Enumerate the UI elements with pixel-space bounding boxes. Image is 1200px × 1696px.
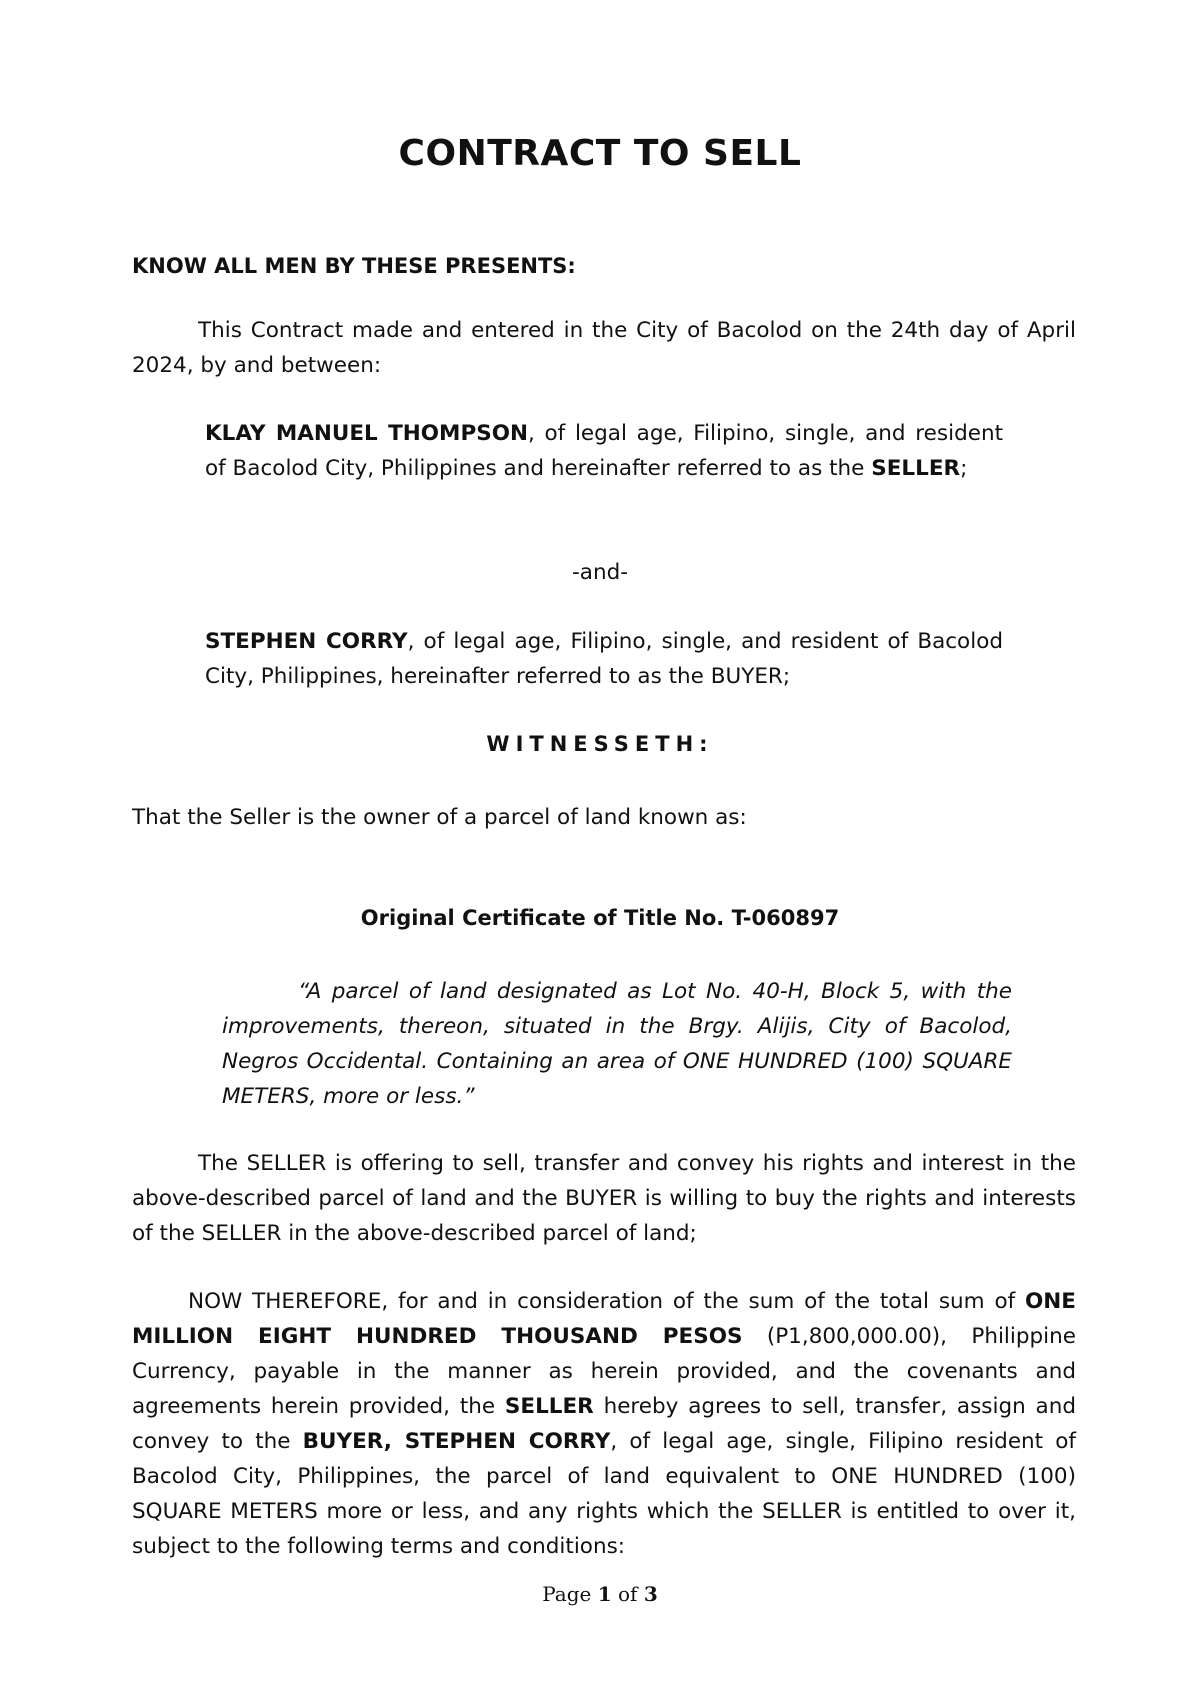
preamble-heading: KNOW ALL MEN BY THESE PRESENTS:: [132, 254, 576, 278]
document-title: CONTRACT TO SELL: [398, 133, 802, 174]
owner-statement: That the Seller is the owner of a parcel of land known as:: [132, 805, 747, 830]
seller-terminator: ;: [960, 456, 968, 481]
now-therefore-text-2: (P1,800,000.00), Philippine Currency, payable in the manner as herein provided, and the covenants and agreements herein provided, the: [132, 1324, 1076, 1419]
now-therefore-seller: SELLER: [504, 1394, 594, 1419]
seller-party-paragraph: [205, 416, 1003, 486]
seller-description: , of legal age, Filipino, single, and resident of Bacolod City, Philippines and hereinafter referred to as the: [205, 421, 1004, 481]
page-number-footer: [0, 1580, 1200, 1608]
of-label: of: [618, 1582, 638, 1606]
witnesseth-heading: WITNESSETH:: [486, 732, 714, 756]
offer-paragraph: The SELLER is offering to sell, transfer and convey his rights and interest in the above-described parcel of land and the BUYER is willing to buy the rights and interests of the SELLER in the above-described parcel of land;: [132, 1151, 1076, 1246]
party-separator: -and-: [572, 560, 628, 585]
seller-name: KLAY MANUEL THOMPSON: [205, 421, 528, 446]
certificate-title: Original Certificate of Title No. T-060897: [360, 906, 840, 930]
current-page-number: 1: [597, 1582, 612, 1606]
parcel-description: “A parcel of land designated as Lot No. 40-H, Block 5, with the improvements, thereon, situated in the Brgy. Alijis, City of Bacolod, Negros Occidental. Containing an area of ONE HUNDRED (100) SQUARE METERS, more or less.”: [222, 979, 1012, 1109]
buyer-party-paragraph: [205, 624, 1003, 694]
now-therefore-text-1: NOW THEREFORE, for and in consideration of the sum of the total sum of: [188, 1289, 1026, 1314]
amount-in-words: ONE MILLION EIGHT HUNDRED THOUSAND PESOS: [132, 1289, 1076, 1349]
now-therefore-text-4: , of legal age, single, Filipino resident of Bacolod City, Philippines, the parcel of land equivalent to ONE HUNDRED (100) SQUARE METERS more or less, and any rights which the SELLER is entitled to over it, subject to the following terms and conditions:: [132, 1429, 1077, 1559]
now-therefore-text-3: hereby agrees to sell, transfer, assign and convey to the: [132, 1394, 1076, 1454]
seller-role: SELLER: [871, 456, 961, 481]
now-therefore-buyer: BUYER, STEPHEN CORRY: [302, 1429, 611, 1454]
now-therefore-paragraph: [132, 1284, 1076, 1564]
total-pages-number: 3: [643, 1582, 658, 1606]
page-label: Page: [542, 1582, 592, 1606]
buyer-name: STEPHEN CORRY: [205, 629, 408, 654]
intro-paragraph: This Contract made and entered in the City of Bacolod on the 24th day of April 2024, by and between:: [132, 318, 1076, 378]
buyer-description: , of legal age, Filipino, single, and resident of Bacolod City, Philippines, hereinafter referred to as the BUYER;: [205, 629, 1003, 689]
